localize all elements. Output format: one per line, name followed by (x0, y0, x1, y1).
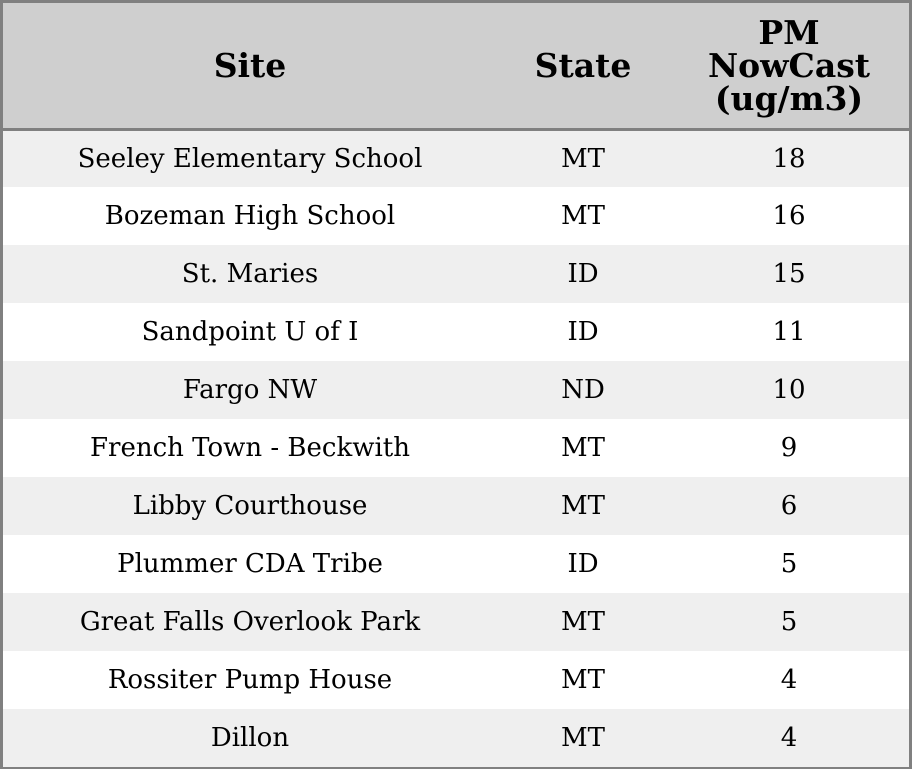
cell-pm: 4 (780, 665, 798, 695)
cell-state: MT (561, 491, 605, 521)
cell-pm: 15 (772, 259, 806, 289)
cell-site: French Town - Beckwith (89, 433, 411, 463)
cell-site: Rossiter Pump House (107, 665, 393, 695)
table-row (3, 709, 909, 767)
cell-site: Bozeman High School (104, 201, 396, 231)
cell-site: Libby Courthouse (132, 491, 368, 521)
cell-pm: 18 (772, 143, 806, 174)
cell-pm: 10 (772, 375, 806, 405)
table-row (3, 303, 909, 361)
table-row (3, 245, 909, 303)
table-row (3, 535, 909, 593)
cell-state: ID (567, 549, 599, 579)
cell-site: Great Falls Overlook Park (79, 607, 421, 637)
table-row (3, 651, 909, 709)
cell-state: MT (561, 723, 605, 753)
cell-state: MT (561, 201, 605, 231)
cell-pm: 5 (780, 549, 798, 579)
cell-state: ND (561, 375, 605, 405)
cell-pm: 4 (780, 723, 798, 753)
cell-state: MT (561, 433, 605, 463)
cell-pm: 16 (772, 201, 806, 231)
header-pm-line2: NowCast (707, 45, 871, 85)
cell-site: Fargo NW (182, 375, 318, 405)
header-pm-line3: (ug/m3) (714, 78, 864, 118)
cell-state: MT (561, 665, 605, 695)
cell-site: St. Maries (181, 259, 319, 289)
cell-pm: 5 (780, 607, 798, 637)
cell-site: Seeley Elementary School (77, 143, 423, 174)
table-row (3, 593, 909, 651)
data-table (3, 3, 909, 767)
header-pm-nowcast (669, 3, 909, 129)
header-site: Site (3, 3, 497, 129)
cell-pm: 6 (780, 491, 798, 521)
cell-site: Sandpoint U of I (141, 317, 359, 347)
table-row (3, 129, 909, 187)
cell-pm: 11 (772, 317, 806, 347)
header-row (3, 3, 909, 129)
header-pm-line1: PM (758, 12, 820, 52)
cell-site: Plummer CDA Tribe (117, 549, 383, 579)
table-header (3, 3, 909, 129)
cell-state: MT (561, 143, 605, 174)
cell-state: ID (567, 317, 599, 347)
header-state: State (497, 3, 669, 129)
table-row (3, 361, 909, 419)
cell-state: MT (561, 607, 605, 637)
table-row (3, 477, 909, 535)
cell-site: Dillon (210, 723, 290, 753)
table-row (3, 419, 909, 477)
cell-state: ID (567, 259, 599, 289)
table-row (3, 187, 909, 245)
table-body (3, 129, 909, 767)
cell-pm: 9 (780, 433, 798, 463)
